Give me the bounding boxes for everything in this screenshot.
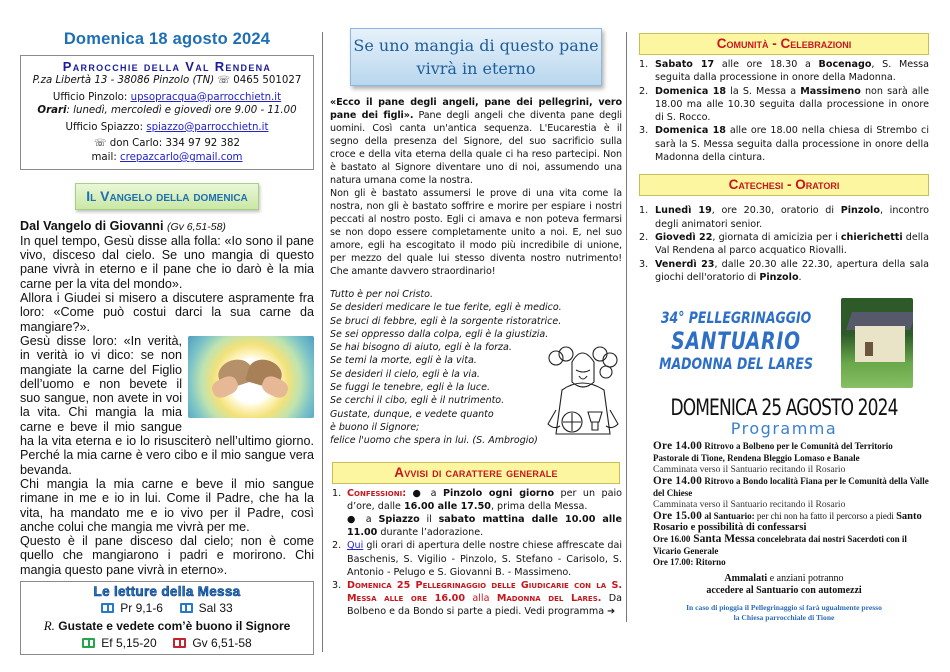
- pilgrimage-title-line: 34° PELLEGRINAGGIO: [660, 308, 812, 328]
- reflection-quote: «Ecco il pane degli angeli, pane dei pellegrini, vero pane dei figli».: [330, 97, 622, 121]
- mass-readings-title: Le letture della Messa: [93, 583, 241, 599]
- reflection-text: [330, 96, 622, 278]
- gospel-paragraph: Questo è il pane disceso dal cielo; non è come quello che mangiarono i padri e morirono. Chi mangia questo pane vivrà in eterno».: [20, 534, 314, 577]
- reading-psalm: Sal 33: [198, 600, 233, 615]
- program-item: Ore 17.00: Ritorno: [653, 557, 726, 568]
- notice-item: 1. Confessioni: ● a Pinzolo ogni giorno per un paio d’ore, dalle 16.00 alle 17.50, prima della Messa. ● a Spiazzo il sabato mattina dalle 10.00 alle 11.00 durante l’adorazione.: [332, 487, 622, 539]
- accessibility-note: Ammalati e anziani potranno accedere al Santuario con automezzi: [706, 572, 862, 597]
- don-carlo-mail: [25, 151, 309, 165]
- general-notices-list: [330, 487, 622, 619]
- mail-label: mail:: [91, 151, 117, 163]
- response-text: Gustate e vedete com’è buono il Signore: [58, 618, 291, 633]
- column-left: [20, 30, 314, 655]
- readings-line-2: [21, 635, 313, 652]
- poem-line: Se fuggi le tenebre, egli è la luce.: [330, 382, 491, 394]
- column-divider: [322, 32, 323, 652]
- book-icon: [173, 638, 186, 648]
- mass-readings-box: [20, 581, 314, 655]
- rain-note: In caso di pioggia il Pellegrinaggio si farà ugualmente presso la Chiesa parrocchiale di Tione: [686, 602, 882, 622]
- pilgrimage-title-line: SANTUARIO: [671, 327, 801, 356]
- office-spiazzo-label: Ufficio Spiazzo:: [65, 121, 144, 133]
- poem-line: Tutto è per noi Cristo.: [330, 289, 433, 300]
- program-item: Ore 14.00 Ritrovo a Bondo località Fiana per le Comunità della Valle del Chiese: [653, 474, 929, 498]
- office-pinzolo-label: Ufficio Pinzolo:: [52, 91, 128, 103]
- column-divider: [626, 32, 627, 622]
- pilgrimage-banner: [639, 296, 929, 388]
- ambrose-poem: [330, 288, 622, 448]
- gospel-text: [20, 219, 314, 577]
- program-item: Ore 14.00 Ritrovo a Bolbeno per le Comunità del Territorio Pastorale di Tione, Rendena Bleggio Lomaso e Banale: [653, 440, 893, 463]
- poem-line: Gustate, dunque, e vedete quanto: [330, 408, 494, 420]
- poem-line: Se sei oppresso dalla colpa, egli è la giustizia.: [330, 328, 549, 340]
- gospel-section-header: Il Vangelo della domenica: [75, 183, 259, 210]
- office-hours-label: Orari: [37, 105, 67, 117]
- gospel-paragraph: In quel tempo, Gesù disse alla folla: «Io sono il pane vivo, disceso dal cielo. Se uno mangia di questo pane vivrà in eterno e il pane che io darò è la mia carne per la vita del mondo».: [20, 233, 314, 291]
- catechesis-header: Catechesi - Oratori: [639, 174, 929, 196]
- community-celebrations-list: [639, 58, 929, 164]
- gospel-reference: (Gv 6,51-58): [166, 220, 226, 233]
- community-celebrations-header: Comunità - Celebrazioni: [639, 33, 929, 55]
- celebration-item: 2. Domenica 18 la S. Messa a Massimeno non sarà alle 18.00 ma alle 10.30 seguita dalla processione in onore di S. Rocco.: [639, 85, 929, 124]
- notice-item: 2. Qui gli orari di apertura delle nostre chiese affrescate dai Baschenis, S. Vigilio - Pinzolo, S. Stefano - Carisolo, S. Antonio - Pelugo e S. Giovanni B. - Massimeno.: [332, 540, 622, 578]
- don-carlo-phone-text: don Carlo: 334 97 92 382: [109, 138, 240, 150]
- poem-line: Se temi la morte, egli è la vita.: [330, 355, 477, 367]
- catechesis-item: 3. Venerdì 23, dalle 20.30 alle 22.30, apertura della sala giochi dell'oratorio di Pinzolo.: [639, 258, 929, 283]
- poem-line: Se hai bisogno di aiuto, egli è la forza.: [330, 342, 512, 354]
- celebration-item: 1. Sabato 17 alle ore 18.30 a Bocenago, S. Messa seguita dalla processione in onore della Madonna.: [639, 59, 929, 84]
- office-pinzolo-email-link[interactable]: upsopracqua@parrocchietn.it: [130, 91, 282, 103]
- reflection-paragraph: Non gli è bastato assumersi le prove di una vita come la nostra, non gli è bastato soffrire e morire per espiare i nostri peccati al nostro posto. Egli ci amava e non poteva fermarsi se non dopo essere completamente unito a noi. E, nel suo amore, egli ha escogitato il modo più incredibile di unione, per mezzo del quale lui stesso diventa nostro nutrimento! Che amante davvero straordinario!: [330, 188, 622, 277]
- confessions-label: Confessioni:: [347, 487, 407, 499]
- celebration-item: 3. Domenica 18 alle ore 18.00 nella chiesa di Strembo ci sarà la S. Messa seguita dalla processione in onore della Madonna della cintura.: [639, 125, 929, 164]
- book-icon: [180, 603, 193, 613]
- pilgrimage-title: [651, 308, 813, 374]
- sanctuary-photo: [841, 298, 913, 388]
- parish-info-box: [20, 55, 314, 170]
- office-hours-text: : lunedì, mercoledì e giovedì ore 9.00 - 11.00: [66, 105, 297, 117]
- program-walk: Camminata verso il Santuario recitando il Rosario: [653, 464, 846, 476]
- office-spiazzo: [25, 121, 309, 135]
- parish-phone: 0465 501027: [233, 75, 302, 86]
- response-prefix: R.: [43, 617, 55, 633]
- gospel-paragraph: Chi mangia la mia carne e beve il mio sangue rimane in me e io in lui. Come il Padre, che ha la vita, ha mandato me e io vivo per il Padre, così anche colui che mangia me vivrà per me.: [20, 476, 314, 534]
- reflection-header-line: vivrà in eterno: [416, 59, 536, 78]
- catechesis-item: 2. Giovedì 22, giornata di amicizia per i chierichetti della Val Rendena al parco acquatico Riovalli.: [639, 231, 929, 257]
- reading-first: Pr 9,1-6: [120, 600, 163, 615]
- gospel-paragraph: Gesù disse loro: «In verità, in verità io vi dico: se non mangiate la carne del Figlio dell’uomo e non bevete il suo sangue, non avete in voi la vita. Chi mangia la mia carne e beve il mio sangue ha la vita eterna e io lo risusciterò nell’ultimo giorno. Perché la mia carne è vero cibo e il mio sangue vera bevanda.: [20, 333, 314, 477]
- poem-line: Se cerchi il cibo, egli è il nutrimento.: [330, 395, 505, 407]
- program-walk: Camminata verso il Santuario recitando il Rosario: [653, 499, 846, 511]
- don-carlo-phone: [25, 137, 309, 151]
- parish-name: Parrocchie della Val Rendena: [62, 59, 272, 74]
- program-item: Ore 16.00 Santa Messa concelebrata dai nostri Sacerdoti con il Vicario Generale: [653, 532, 907, 556]
- reading-second: Ef 5,15-20: [101, 635, 157, 650]
- psalm-response: [21, 617, 313, 635]
- book-icon: [101, 603, 114, 613]
- gospel-paragraph: Allora i Giudei si misero a discutere aspramente fra loro: «Come può costui darci la sua carne da mangiare?».: [20, 291, 314, 334]
- bread-breaking-image: [188, 336, 314, 418]
- christ-eucharist-illustration: [544, 340, 620, 440]
- reading-gospel: Gv 6,51-58: [192, 635, 252, 650]
- catechesis-item: 1. Lunedì 19, ore 20.30, oratorio di Pinzolo, incontro degli animatori senior.: [639, 205, 929, 230]
- program-title: Programma: [730, 419, 838, 439]
- reflection-text-span: Pane degli angeli che diventa pane degli uomini. Così canta un'antica sequenza. L'Eucarestia è il segno della presenza del Signore, del suo sacrificio sulla croce e della vita eterna della quale ci ha reso partecipi. Non è bastato al Signore diventare uno di noi, assumendo una natura umana come la nostra.: [330, 110, 622, 186]
- don-carlo-email-link[interactable]: crepazcarlo@gmail.com: [120, 151, 243, 163]
- office-pinzolo: [25, 91, 309, 105]
- poem-line: è buono il Signore;: [330, 421, 420, 433]
- gospel-title: Dal Vangelo di Giovanni: [20, 218, 164, 233]
- phone-icon: ☏: [94, 138, 107, 150]
- column-middle: [330, 28, 622, 619]
- pilgrimage-date: DOMENICA 25 AGOSTO 2024: [670, 396, 898, 422]
- office-spiazzo-email-link[interactable]: spiazzo@parrocchietn.it: [146, 121, 269, 133]
- poem-line: Se desideri medicare le tue ferite, egli è medico.: [330, 302, 562, 314]
- parish-address-line: [25, 74, 309, 88]
- book-icon: [82, 638, 95, 648]
- gospel-title-line: [20, 219, 314, 234]
- readings-line-1: [21, 600, 313, 617]
- arrow-right-icon: ➔: [607, 606, 616, 618]
- poem-line: felice l'uomo che spera in lui. (S. Ambrogio): [330, 435, 538, 447]
- phone-icon: ☏: [217, 75, 231, 86]
- program-item: Ore 15.00 al Santuario: per chi non ha fatto il percorso a piedi Santo Rosario e possibilità di confessarsi: [653, 509, 922, 534]
- general-notices-header: Avvisi di carattere generale: [332, 462, 620, 484]
- reflection-header-line: Se uno mangia di questo pane: [353, 36, 599, 55]
- bulletin-date-title: Domenica 18 agosto 2024: [63, 30, 271, 48]
- pilgrimage-title-line: MADONNA DEL LARES: [659, 354, 813, 374]
- column-right: [639, 33, 929, 623]
- reflection-paragraph: [330, 96, 622, 187]
- notice-item: 3. Domenica 25 Pellegrinaggio delle Giudicarie con la S. Messa alle ore 16.00 alla Madonna del Lares. Da Bolbeno e da Bondo si parte a piedi. Vedi programma ➔: [332, 579, 622, 618]
- parish-address: P.za Libertà 13 - 38086 Pinzolo (TN): [32, 75, 215, 86]
- church-hours-link[interactable]: Qui: [347, 540, 364, 552]
- pilgrimage-program: [653, 441, 929, 569]
- reflection-header: [350, 28, 602, 86]
- poem-line: Se bruci di febbre, egli è la sorgente ristoratrice.: [330, 315, 562, 327]
- catechesis-list: [639, 204, 929, 284]
- poem-line: Se desideri il cielo, egli è la via.: [330, 368, 480, 380]
- office-hours: [25, 104, 309, 118]
